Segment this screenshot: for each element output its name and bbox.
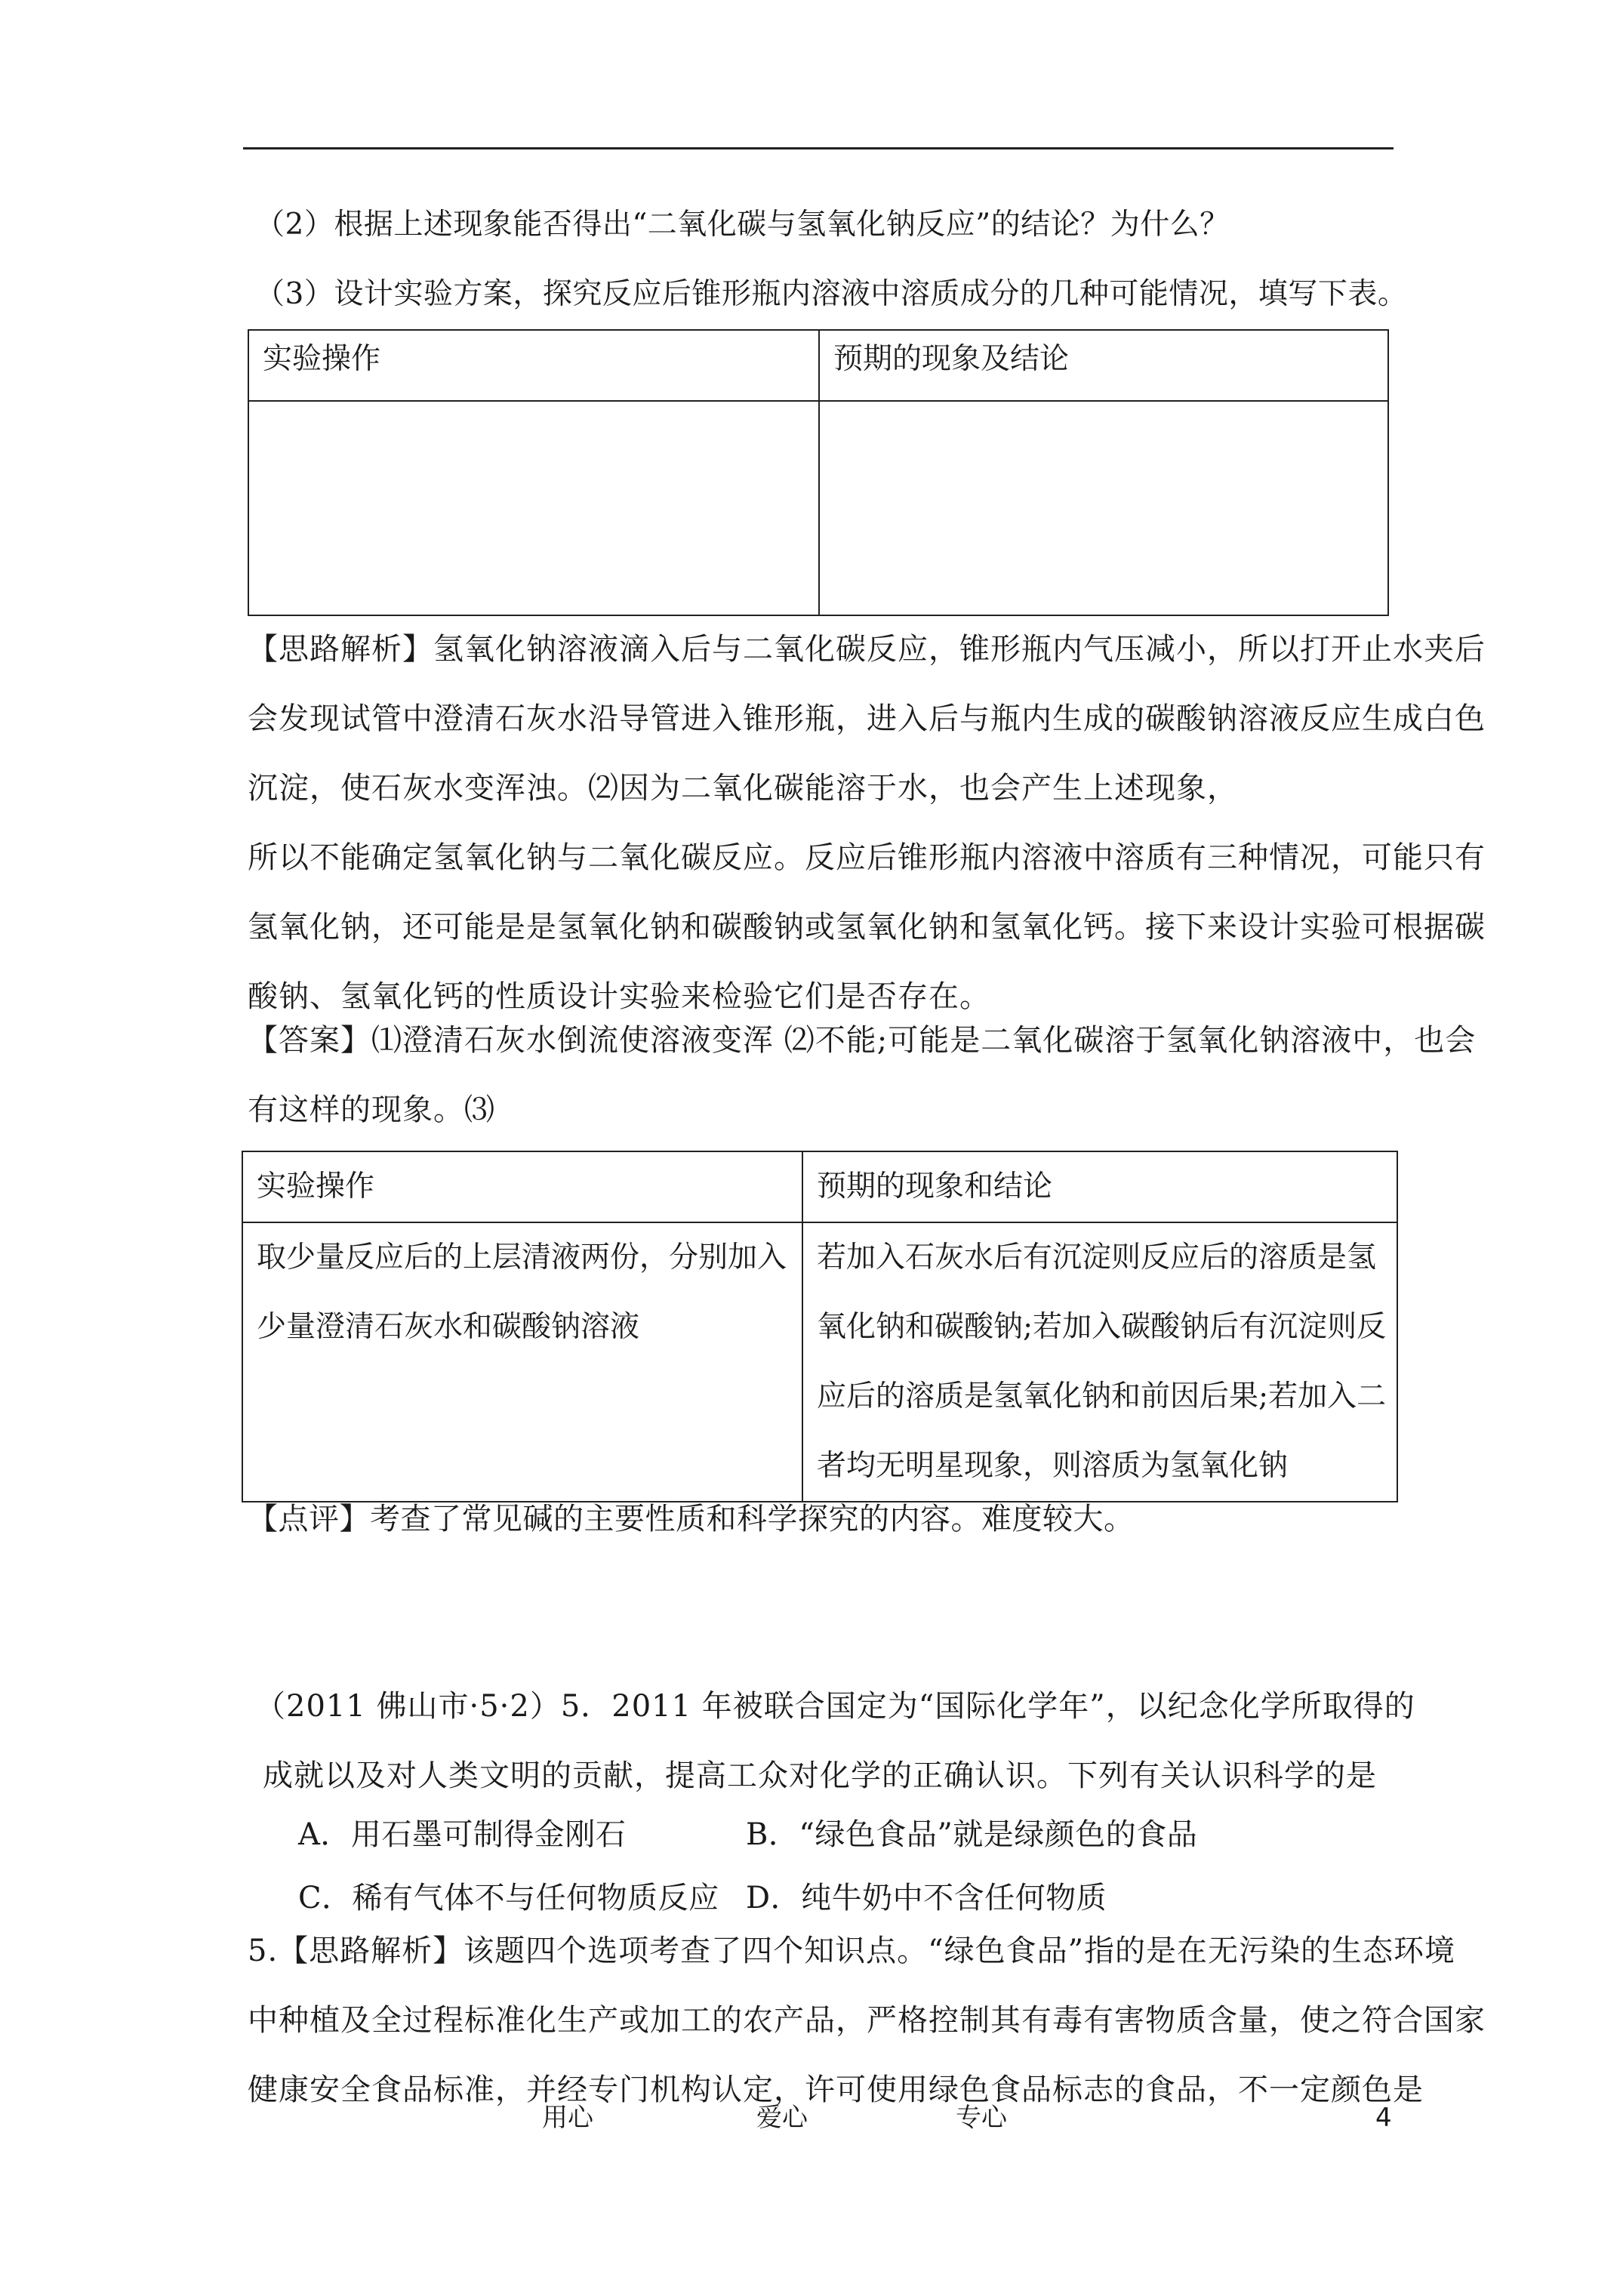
- analysis-paragraph-1: [248, 615, 1486, 1031]
- analysis5-line: 5.【思路解析】该题四个选项考查了四个知识点。“绿色食品”指的是在无污染的生态环境: [248, 1934, 1456, 1968]
- answer-paragraph-1: [248, 1006, 1476, 1145]
- question-part-3: （3）设计实验方案，探究反应后锥形瓶内溶液中溶质成分的几种可能情况，填写下表。: [255, 277, 1408, 311]
- table2-header-result: 预期的现象和结论: [802, 1151, 1397, 1222]
- option-a[interactable]: A．用石墨可制得金刚石: [298, 1817, 627, 1852]
- table1-header-operation: 实验操作: [248, 330, 819, 401]
- table2-result-line: 若加入石灰水后有沉淀则反应后的溶质是氢: [817, 1240, 1377, 1274]
- answer1-line: 【答案】⑴澄清石灰水倒流使溶液变浑 ⑵不能;可能是二氧化碳溶于氢氧化钠溶液中，也会: [248, 1023, 1477, 1058]
- table2-header-operation: 实验操作: [242, 1151, 802, 1222]
- question5-line: （2011 佛山市·5·2）5．2011 年被联合国定为“国际化学年”，以纪念化学所取得的: [255, 1689, 1415, 1724]
- analysis1-line: 氢氧化钠，还可能是是氢氧化钠和碳酸钠或氢氧化钠和氢氧化钙。接下来设计实验可根据碳: [248, 910, 1486, 945]
- option-c[interactable]: C．稀有气体不与任何物质反应: [298, 1881, 719, 1915]
- table1-blank-operation-cell[interactable]: [248, 401, 819, 615]
- analysis-paragraph-5: [248, 1916, 1486, 2125]
- option-b[interactable]: B．“绿色食品”就是绿颜色的食品: [746, 1817, 1198, 1852]
- analysis1-line: 【思路解析】氢氧化钠溶液滴入后与二氧化碳反应，锥形瓶内气压减小，所以打开止水夹后: [248, 632, 1486, 667]
- table1-header-result: 预期的现象及结论: [819, 330, 1388, 401]
- analysis5-line: 健康安全食品标准，并经专门机构认定，许可使用绿色食品标志的食品，不一定颜色是: [248, 2073, 1424, 2107]
- question5-line: 成就以及对人类文明的贡献，提高工众对化学的正确认识。下列有关认识科学的是: [263, 1758, 1377, 1793]
- table2-operation-cell: [242, 1222, 802, 1502]
- analysis1-line: 所以不能确定氢氧化钠与二氧化碳反应。反应后锥形瓶内溶液中溶质有三种情况，可能只有: [248, 840, 1486, 875]
- table2-operation-line: 取少量反应后的上层清液两份，分别加入: [257, 1240, 787, 1274]
- analysis1-line: 酸钠、氢氧化钙的性质设计实验来检验它们是否存在。: [248, 979, 990, 1014]
- comment-paragraph-1: 【点评】考查了常见碱的主要性质和科学探究的内容。难度较大。: [248, 1502, 1135, 1536]
- header-rule: [243, 147, 1394, 149]
- footer-left: 用心: [542, 2103, 593, 2133]
- question-5: [255, 1672, 1415, 1811]
- table2-operation-line: 少量澄清石灰水和碳酸钠溶液: [257, 1310, 640, 1344]
- answer1-line: 有这样的现象。⑶: [248, 1093, 495, 1127]
- table2-result-line: 应后的溶质是氢氧化钠和前因后果;若加入二: [817, 1379, 1387, 1413]
- table2-result-line: 氧化钠和碳酸钠;若加入碳酸钠后有沉淀则反: [817, 1310, 1387, 1344]
- table2-result-cell: [802, 1222, 1397, 1502]
- table2-result-line: 者均无明星现象，则溶质为氢氧化钠: [817, 1449, 1289, 1483]
- question-part-2: （2）根据上述现象能否得出“二氧化碳与氢氧化钠反应”的结论？为什么？: [255, 208, 1230, 242]
- experiment-table-blank: [248, 329, 1389, 616]
- footer-right: 专心: [956, 2103, 1007, 2133]
- footer-middle: 爱心: [756, 2103, 808, 2133]
- option-d[interactable]: D．纯牛奶中不含任何物质: [746, 1881, 1107, 1915]
- analysis1-line: 沉淀，使石灰水变浑浊。⑵因为二氧化碳能溶于水，也会产生上述现象，: [248, 771, 1238, 806]
- experiment-table-answer: [242, 1151, 1398, 1502]
- page-number: 4: [1375, 2103, 1392, 2133]
- analysis1-line: 会发现试管中澄清石灰水沿导管进入锥形瓶，进入后与瓶内生成的碳酸钠溶液反应生成白色: [248, 701, 1486, 736]
- table1-blank-result-cell[interactable]: [819, 401, 1388, 615]
- analysis5-line: 中种植及全过程标准化生产或加工的农产品，严格控制其有毒有害物质含量，使之符合国家: [248, 2003, 1486, 2038]
